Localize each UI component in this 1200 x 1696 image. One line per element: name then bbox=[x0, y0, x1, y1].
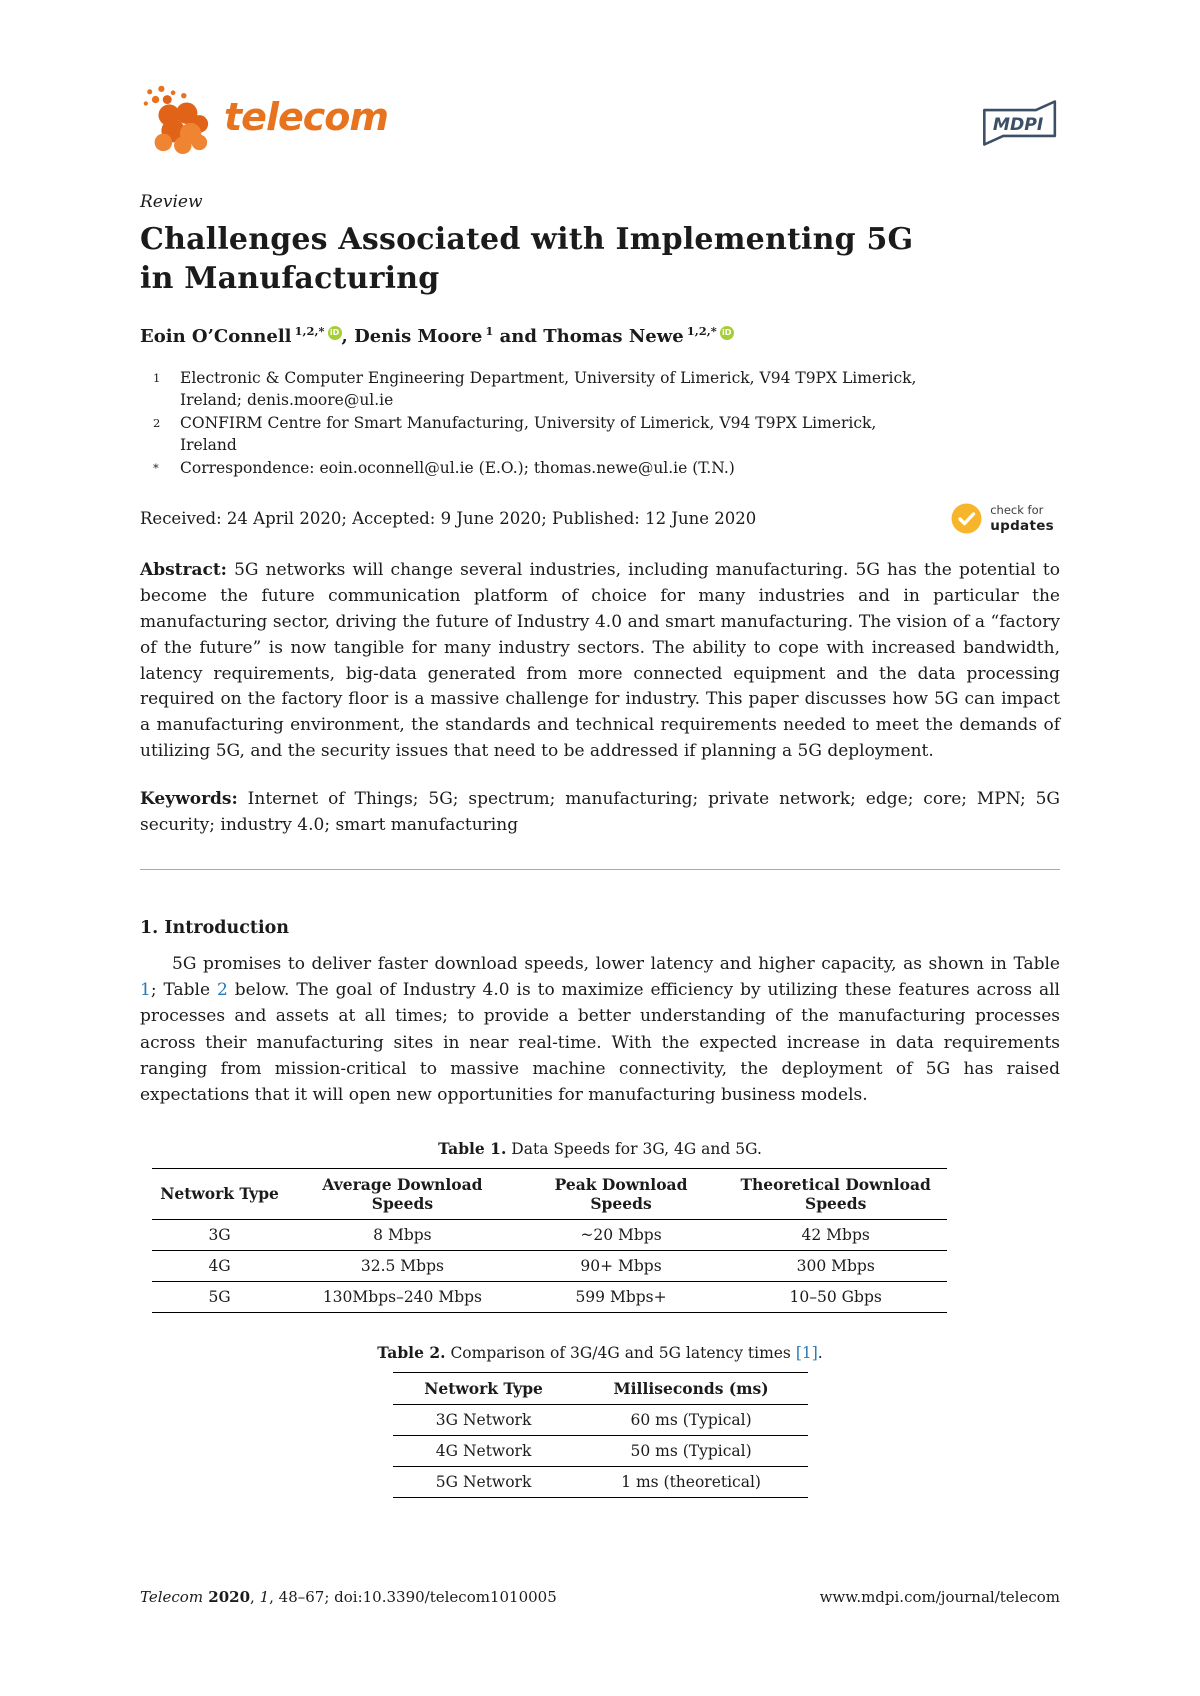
affiliation-text: CONFIRM Centre for Smart Manufacturing, University of Limerick, V94 T9PX Limerick, Ireland bbox=[180, 413, 877, 455]
footer-journal-info bbox=[140, 1588, 557, 1606]
abstract-label: Abstract: bbox=[140, 560, 227, 581]
footer-volume: 1 bbox=[259, 1588, 270, 1606]
table-row bbox=[393, 1466, 808, 1497]
keywords-paragraph bbox=[140, 787, 1060, 839]
affiliation-marker: 2 bbox=[153, 415, 161, 430]
check-for-updates-badge[interactable] bbox=[951, 503, 1054, 534]
affiliation-row bbox=[140, 367, 1060, 412]
table-1-caption bbox=[140, 1139, 1060, 1158]
table-cell: 300 Mbps bbox=[796, 1256, 875, 1275]
check-for-label: check for bbox=[990, 502, 1044, 517]
title-line-2: in Manufacturing bbox=[140, 261, 440, 296]
table-cell: 5G bbox=[208, 1287, 231, 1306]
author-name: Denis Moore bbox=[354, 326, 483, 347]
author-separator: and bbox=[493, 326, 544, 347]
table-row bbox=[152, 1219, 947, 1250]
table-header-cell: Peak Download Speeds bbox=[554, 1174, 688, 1213]
table-1-caption-text: Data Speeds for 3G, 4G and 5G. bbox=[506, 1139, 762, 1158]
journal-name-wordmark: telecom bbox=[224, 95, 388, 139]
mdpi-logo-icon bbox=[974, 98, 1060, 148]
author-line bbox=[140, 324, 1060, 347]
author-affil-sup: 1,2,* bbox=[294, 324, 325, 338]
table-cell: 1 ms (theoretical) bbox=[621, 1472, 761, 1491]
check-circle-icon bbox=[951, 503, 982, 534]
table-1-caption-label: Table 1. bbox=[438, 1138, 507, 1158]
orcid-icon[interactable]: iD bbox=[720, 326, 734, 340]
table-header-cell: Theoretical Download Speeds bbox=[740, 1174, 931, 1213]
table-row bbox=[152, 1281, 947, 1312]
table-cell: 90+ Mbps bbox=[580, 1256, 662, 1275]
affiliation-row bbox=[140, 412, 1060, 457]
affiliations bbox=[140, 367, 1060, 479]
page-footer bbox=[140, 1588, 1060, 1606]
check-for-updates-label bbox=[990, 504, 1054, 534]
footer-year: 2020 bbox=[203, 1588, 251, 1606]
paragraph-text: below. The goal of Industry 4.0 is to maximize efficiency by utilizing these features across all processes and assets at all times; to provide a better understanding of the manufacturing processes across their manufacturing sites in near real-time. With the expected increase in data requirements ranging from mission-critical to massive machine connectivity, the deployment of 5G has raised expectations that it will open new opportunities for manufacturing business models. bbox=[140, 979, 1060, 1106]
section-divider bbox=[140, 869, 1060, 870]
header-bar bbox=[140, 84, 1060, 164]
keywords-text: Internet of Things; 5G; spectrum; manufacturing; private network; edge; core; MPN; 5G security; industry 4.0; smart manufacturing bbox=[140, 788, 1061, 835]
table-1-header-row bbox=[152, 1168, 947, 1219]
table-2-caption-period: . bbox=[817, 1343, 823, 1362]
table-header-cell: Network Type bbox=[160, 1184, 279, 1204]
table-cell: 130Mbps–240 Mbps bbox=[322, 1287, 482, 1306]
table-cell: ~20 Mbps bbox=[580, 1225, 662, 1244]
table-1-reference-link[interactable]: 1 bbox=[140, 979, 151, 1000]
table-cell: 599 Mbps+ bbox=[575, 1287, 667, 1306]
table-2 bbox=[393, 1372, 808, 1498]
table-header-cell: Average Download Speeds bbox=[322, 1174, 483, 1213]
dates-row bbox=[140, 503, 1060, 534]
mdpi-logo bbox=[974, 84, 1060, 152]
title-line-1: Challenges Associated with Implementing 5G bbox=[140, 222, 914, 257]
table-2-caption-label: Table 2. bbox=[377, 1342, 446, 1362]
table-row bbox=[393, 1404, 808, 1435]
telecom-journal-logo bbox=[140, 84, 388, 156]
table-header-cell: Milliseconds (ms) bbox=[613, 1378, 769, 1398]
table-1 bbox=[152, 1168, 947, 1313]
affiliation-marker: * bbox=[153, 460, 159, 475]
table-2-header-row bbox=[393, 1372, 808, 1404]
table-header-cell: Network Type bbox=[424, 1378, 543, 1398]
table-cell: 5G Network bbox=[435, 1472, 532, 1491]
table-cell: 4G Network bbox=[435, 1441, 532, 1460]
author-separator: , bbox=[341, 326, 355, 347]
table-2-reference-link[interactable]: 2 bbox=[217, 979, 228, 1000]
table-cell: 4G bbox=[208, 1256, 231, 1275]
paragraph-text: ; Table bbox=[150, 979, 218, 1000]
author-name: Thomas Newe bbox=[543, 326, 684, 347]
affiliation-row bbox=[140, 457, 1060, 479]
affiliation-marker: 1 bbox=[153, 371, 161, 385]
telecom-flower-icon bbox=[140, 84, 212, 156]
reference-1-link[interactable]: [1] bbox=[795, 1343, 818, 1362]
svg-text:MDPI: MDPI bbox=[992, 114, 1044, 135]
affiliation-text: Electronic & Computer Engineering Department, University of Limerick, V94 T9PX Limerick, Ireland; denis.moore@ul.ie bbox=[180, 369, 917, 410]
table-cell: 60 ms (Typical) bbox=[630, 1410, 752, 1429]
author-affil-sup: 1 bbox=[485, 324, 494, 338]
table-cell: 8 Mbps bbox=[373, 1225, 432, 1244]
table-cell: 3G bbox=[208, 1225, 231, 1244]
abstract-paragraph bbox=[140, 558, 1060, 765]
footer-journal-name: Telecom bbox=[140, 1588, 204, 1606]
article-type: Review bbox=[140, 192, 203, 212]
received-accepted-published: Received: 24 April 2020; Accepted: 9 June 2020; Published: 12 June 2020 bbox=[140, 509, 757, 529]
introduction-paragraph bbox=[140, 951, 1060, 1109]
keywords-label: Keywords: bbox=[140, 788, 238, 809]
table-cell: 50 ms (Typical) bbox=[630, 1441, 752, 1460]
page-title bbox=[140, 220, 1060, 298]
footer-journal-url[interactable]: www.mdpi.com/journal/telecom bbox=[819, 1588, 1060, 1606]
table-row bbox=[393, 1435, 808, 1466]
table-cell: 32.5 Mbps bbox=[360, 1256, 444, 1275]
abstract-text: 5G networks will change several industries, including manufacturing. 5G has the potential to become the future communication platform of choice for many industries and in particular the manufacturing sector, driving the future of Industry 4.0 and smart manufacturing. The vision of a “factory of the future” is now tangible for many industry sectors. The ability to cope with increased bandwidth, latency requirements, big-data generated from more connected equipment and the data processing required on the factory floor is a massive challenge for industry. This paper discusses how 5G can impact a manufacturing environment, the standards and technical requirements needed to meet the demands of utilizing 5G, and the security issues that need to be addressed if planning a 5G deployment. bbox=[140, 560, 1060, 762]
orcid-icon[interactable]: iD bbox=[328, 326, 342, 340]
table-cell: 42 Mbps bbox=[801, 1225, 870, 1244]
author-name: Eoin O’Connell bbox=[140, 326, 292, 347]
section-heading-introduction: 1. Introduction bbox=[140, 917, 289, 938]
updates-label: updates bbox=[990, 517, 1054, 534]
affiliation-text: Correspondence: eoin.oconnell@ul.ie (E.O.); thomas.newe@ul.ie (T.N.) bbox=[180, 458, 735, 477]
table-2-caption-text: Comparison of 3G/4G and 5G latency times bbox=[445, 1343, 796, 1362]
author-affil-sup: 1,2,* bbox=[686, 324, 717, 338]
paragraph-text: 5G promises to deliver faster download speeds, lower latency and higher capacity, as shown in Table bbox=[172, 953, 1060, 974]
footer-doi: , 48–67; doi:10.3390/telecom1010005 bbox=[269, 1588, 557, 1606]
table-2-caption bbox=[140, 1343, 1060, 1362]
table-cell: 3G Network bbox=[435, 1410, 532, 1429]
table-cell: 10–50 Gbps bbox=[789, 1287, 882, 1306]
footer-separator: , bbox=[250, 1588, 260, 1606]
table-row bbox=[152, 1250, 947, 1281]
